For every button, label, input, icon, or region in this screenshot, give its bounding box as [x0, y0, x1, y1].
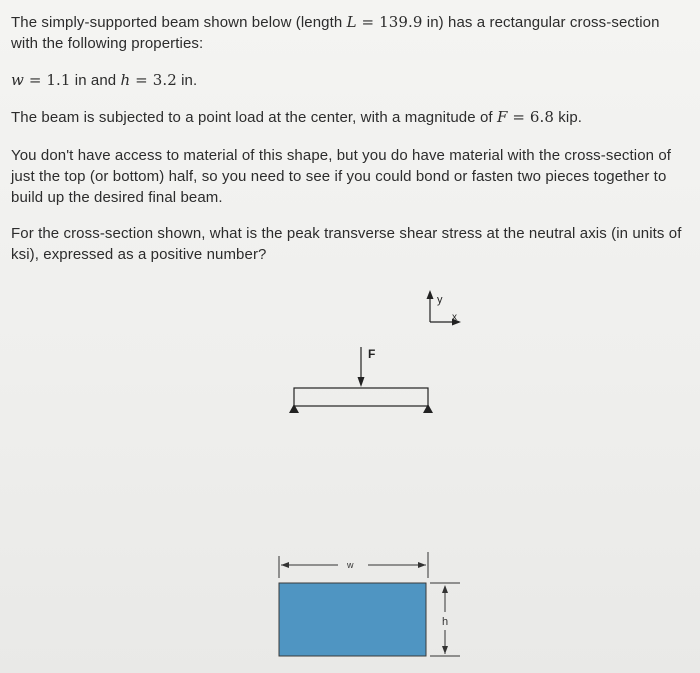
length-symbol: L: [346, 13, 357, 31]
left-support-icon: [289, 404, 299, 413]
height-symbol: h: [120, 71, 131, 89]
coordinate-axes: [427, 290, 462, 326]
height-dim-label: h: [442, 616, 449, 628]
beam-diagram: [289, 347, 433, 413]
question-paragraph: For the cross-section shown, what is the peak transverse shear stress at the neutral axis (in units of ksi), expressed as a positive number?: [11, 225, 682, 263]
cross-section-diagram: [279, 552, 460, 656]
force-arrow-icon: [358, 377, 365, 387]
load-paragraph: The beam is subjected to a point load at the center, with a magnitude of F = 6.8 kip.: [11, 108, 583, 126]
properties-line: w = 1.1 in and h = 3.2 in.: [11, 71, 198, 89]
width-right-arrow-icon: [418, 562, 426, 568]
beam-body: [294, 388, 428, 406]
height-bottom-arrow-icon: [442, 646, 448, 654]
force-symbol: F: [496, 108, 508, 126]
y-axis-label: y: [437, 294, 443, 306]
y-axis-arrow-icon: [427, 290, 434, 299]
width-value: 1.1: [46, 71, 71, 89]
width-dim-label: w: [347, 560, 354, 570]
force-value: 6.8: [529, 108, 555, 126]
material-paragraph: You don't have access to material of this shape, but you do have material with the cross-section of just the top (or bottom) half, so you need to see if you could bond or fasten two pieces together to build up the desired final beam.: [11, 147, 672, 206]
intro-paragraph: The simply-supported beam shown below (length L = 139.9 in) has a rectangular cross-section with the following properties:: [11, 13, 660, 52]
right-support-icon: [423, 404, 433, 413]
length-value: 139.9: [379, 13, 423, 31]
width-left-arrow-icon: [281, 562, 289, 568]
x-axis-label: x: [452, 312, 457, 323]
section-rectangle: [279, 583, 426, 656]
width-symbol: w: [11, 71, 24, 89]
force-label: F: [368, 347, 376, 361]
height-value: 3.2: [152, 71, 177, 89]
height-top-arrow-icon: [442, 585, 448, 593]
